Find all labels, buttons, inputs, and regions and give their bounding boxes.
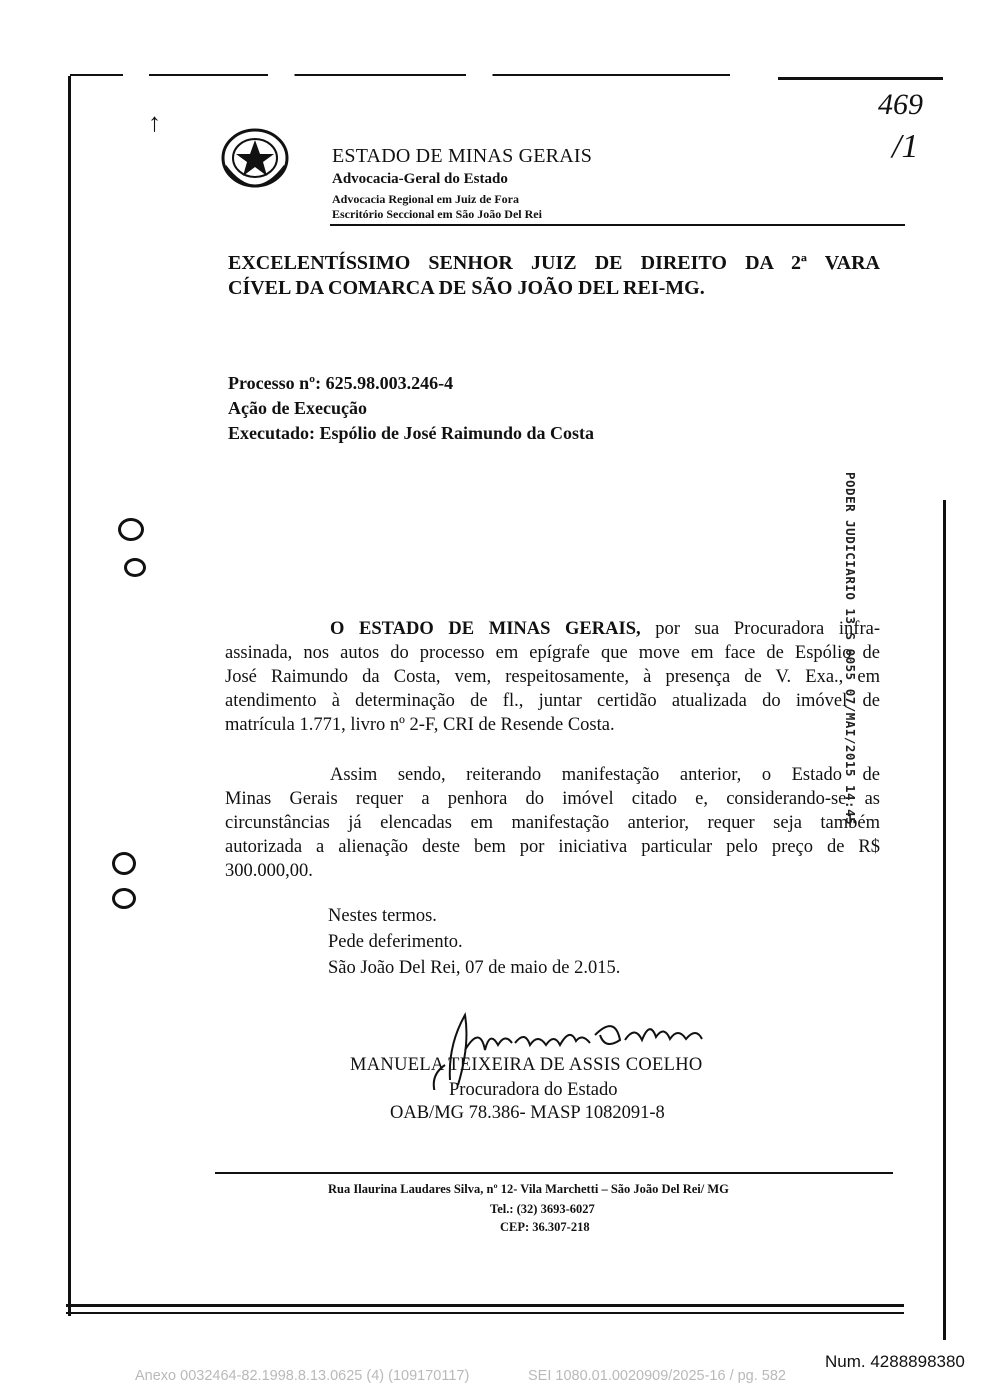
scan-border-top-right (778, 77, 943, 80)
court-stamp: PODER JUDICIARIO 13 S 0055 07/MAI/2015 14:45 (843, 472, 858, 826)
process-number: Processo nº: 625.98.003.246-4 (228, 373, 454, 393)
scan-border-top (70, 74, 730, 76)
header-agency: Advocacia-Geral do Estado (332, 171, 508, 187)
paragraph-2-line-1: Assim sendo, reiterando manifestação anterior, o Estado de (330, 765, 880, 785)
paragraph-1-line-1-text: por sua Procuradora infra- (640, 619, 880, 639)
annex-reference: Anexo 0032464-82.1998.8.13.0625 (4) (109170117) (135, 1368, 470, 1384)
scan-border-right (943, 500, 946, 1340)
process-executed: Executado: Espólio de José Raimundo da Costa (228, 423, 595, 443)
paragraph-1-lead: O ESTADO DE MINAS GERAIS, (330, 619, 641, 639)
addressee-line-1: EXCELENTÍSSIMO SENHOR JUIZ DE DIREITO DA 2ª VARA (228, 252, 880, 274)
paragraph-2-line-5: 300.000,00. (225, 861, 313, 881)
scan-border-bottom (66, 1304, 904, 1307)
corner-mark: ↑ (148, 108, 161, 137)
footer-address: Rua Ilaurina Laudares Silva, nº 12- Vila Marchetti – São João Del Rei/ MG (328, 1182, 729, 1196)
punch-mark-1 (118, 518, 144, 541)
paragraph-2-line-3: circunstâncias já elencadas em manifestação anterior, requer seja também (225, 813, 880, 833)
header-regional: Advocacia Regional em Juiz de Fora (332, 192, 519, 206)
scan-border-left (68, 76, 71, 1316)
paragraph-1 (225, 617, 880, 737)
signatory-registration: OAB/MG 78.386- MASP 1082091-8 (390, 1103, 665, 1123)
handwritten-signature (420, 1005, 720, 1090)
paragraph-1-line-1 (225, 617, 880, 641)
punch-mark-3 (112, 852, 136, 875)
handwritten-page-number: 469 (878, 88, 923, 121)
footer-rule (215, 1172, 893, 1174)
closing-request: Pede deferimento. (328, 932, 463, 952)
paragraph-1-line-3: José Raimundo da Costa, vem, respeitosamente, à presença de V. Exa., em (225, 667, 880, 687)
signatory-role: Procuradora do Estado (449, 1080, 618, 1100)
scan-border-bottom2 (66, 1312, 904, 1314)
header-state: ESTADO DE MINAS GERAIS (332, 145, 593, 167)
punch-mark-2 (124, 558, 146, 577)
paragraph-1-line-2: assinada, nos autos do processo em epígrafe que move em face de Espólio de (225, 643, 880, 663)
closing-place-date: São João Del Rei, 07 de maio de 2.015. (328, 958, 621, 978)
sei-reference: SEI 1080.01.0020909/2025-16 / pg. 582 (528, 1368, 786, 1384)
header-rule (330, 224, 905, 226)
closing-terms: Nestes termos. (328, 906, 437, 926)
document-num: Num. 4288898380 (825, 1352, 965, 1371)
coat-of-arms-icon (220, 126, 290, 190)
footer-phone: Tel.: (32) 3693-6027 (490, 1202, 595, 1216)
punch-mark-4 (112, 888, 136, 909)
signatory-name: MANUELA TEIXEIRA DE ASSIS COELHO (350, 1055, 703, 1075)
paragraph-1-line-5: matrícula 1.771, livro nº 2-F, CRI de Resende Costa. (225, 715, 615, 735)
paragraph-2-line-2: Minas Gerais requer a penhora do imóvel citado e, considerando-se as (225, 789, 880, 809)
paragraph-1-line-4: atendimento à determinação de fl., juntar certidão atualizada do imóvel de (225, 691, 880, 711)
paragraph-2-line-4: autorizada a alienação deste bem por iniciativa particular pelo preço de R$ (225, 837, 880, 857)
addressee-line-2: CÍVEL DA COMARCA DE SÃO JOÃO DEL REI-MG. (228, 277, 705, 299)
handwritten-page-mark-icon: /1 (892, 128, 919, 165)
footer-cep: CEP: 36.307-218 (500, 1220, 590, 1234)
paragraph-2 (225, 763, 880, 883)
process-action: Ação de Execução (228, 398, 367, 418)
header-office: Escritório Seccional em São João Del Rei (332, 207, 542, 221)
